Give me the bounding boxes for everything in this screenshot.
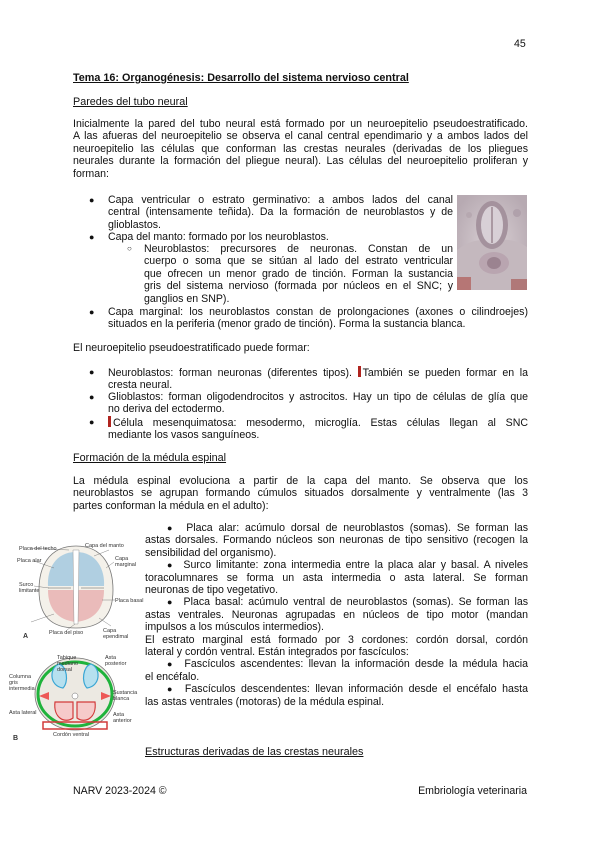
intro-line: partes conforman la médula en el adulto): <box>73 499 269 512</box>
section-heading-crestas: Estructuras derivadas de las crestas neurales <box>145 746 364 758</box>
detail-line: El estrato marginal está formado por 3 cordones: cordón dorsal, cordón <box>145 633 528 646</box>
detail-line: astas ventrales. Neuronas agrupadas en núcleos de tipo motor (mandan <box>145 608 528 621</box>
detail-line <box>145 683 528 695</box>
medula-details <box>145 522 528 708</box>
list-item <box>108 366 528 392</box>
bullet-icon: ● <box>89 307 95 317</box>
detail-line <box>145 658 528 670</box>
bullet-icon: ● <box>89 392 95 402</box>
detail-line: sensibilidad del organismo). <box>145 546 277 559</box>
figure-label: Asta posterior <box>105 655 127 667</box>
intro-line: A las afueras del neuroepitelio se observa el canal central ependimario y a ambos lados del <box>73 130 528 143</box>
intro-line: Inicialmente la pared del tubo neural está formado por un neuroepitelio pseudoestratificado. <box>73 118 528 130</box>
figure-label: Cordón ventral <box>53 732 90 738</box>
spinal-cord-diagram-b <box>9 652 139 744</box>
sub-list-item <box>144 243 453 305</box>
detail-line: neuronas de tipo vegetativo. <box>145 584 279 597</box>
section-heading-medula: Formación de la médula espinal <box>73 452 227 464</box>
list-item-line: glioblastos. <box>108 218 161 231</box>
figure-label: Tabique mediano dorsal <box>57 655 79 673</box>
figure-label: Placa del techo <box>19 546 57 552</box>
detail-line: impulsos a los músculos intermedios). <box>145 621 324 634</box>
figure-letter: B <box>13 735 19 742</box>
bullet-icon: ● <box>167 684 185 695</box>
page-number: 45 <box>514 38 526 50</box>
list-item-line: central (intensamente teñida). Da la formación de neuroblastos y de <box>108 206 453 219</box>
bullet-icon: ● <box>89 417 95 427</box>
medula-intro <box>73 475 528 512</box>
detail-line: toracolumnares se forma un asta intermedia o asta lateral. Se forman <box>145 571 528 584</box>
figure-label: Columna gris intermedia <box>9 674 35 692</box>
detail-line: el encéfalo. <box>145 670 200 683</box>
list-item-line: situados en la periferia (menor grado de tinción). Forma la sustancia blanca. <box>108 318 466 331</box>
list-item-line <box>108 366 528 379</box>
bullet-icon: ● <box>167 523 187 533</box>
intro-line: La médula espinal evoluciona a partir de la capa del manto. Se observa que los <box>73 475 528 487</box>
detail-text: Surco limitante: zona intermedia entre la placa alar y basal. A niveles <box>183 559 529 572</box>
figure-letter: A <box>23 633 29 640</box>
detail-line: las astas ventrales (motoras) de la médula espinal. <box>145 695 385 708</box>
sub-item-line: que ofrecen un menor grado de tinción. Forman la sustancia <box>144 267 453 280</box>
intro-line: neuroepitelio las células que conforman las crestas neurales (derivadas de los pliegues <box>73 142 528 155</box>
figure-label: Asta lateral <box>9 710 37 716</box>
list-item-text: Célula mesenquimatosa: mesodermo, microglía. Estas células llegan al SNC <box>113 417 528 429</box>
detail-line: astas dorsales. Formando núcleos son neuronas de tipo sensitivo (recogen la <box>145 534 528 547</box>
list-item-line: Capa ventricular o estrato germinativo: a ambos lados del canal <box>108 194 453 206</box>
intro-line: forman: <box>73 167 109 180</box>
spinal-cord-diagram-a <box>9 538 144 642</box>
footer-right: Embriología veterinaria <box>418 785 527 797</box>
figure-label: Surco limitante <box>19 582 40 594</box>
list-item-line: mediante los vasos sanguíneos. <box>108 429 260 442</box>
figure-label: Placa basal <box>115 598 144 604</box>
figure-label: Capa ependimal <box>103 628 129 640</box>
detail-text: Fascículos descendentes: llevan información desde el encéfalo hasta <box>184 683 528 696</box>
figure-label: Capa del manto <box>85 543 124 549</box>
detail-line <box>145 522 528 534</box>
section-heading-paredes: Paredes del tubo neural <box>73 96 188 108</box>
list-item <box>108 391 528 416</box>
sub-item-line: cuerpo o soma que se sitúan al lado del estrato ventricular <box>144 255 453 268</box>
figure-label: Placa alar <box>17 558 42 564</box>
sub-item-line: gris del sistema nervioso (formada por núcleos en el SNC; y <box>144 280 453 293</box>
intro-line: neurales durante la formación del pliegue neural). Las células del neuroepitelio proliferan y <box>73 155 528 168</box>
list-item-line: Glioblastos: forman oligodendrocitos y astrocitos. Hay un tipo de células de glía que <box>108 391 528 403</box>
detail-text: Placa alar: acúmulo dorsal de neuroblastos (somas). Se forman las <box>186 522 529 534</box>
figure-label: Sustancia blanca <box>113 690 138 702</box>
histology-micrograph <box>457 195 527 290</box>
circle-bullet-icon: ○ <box>127 244 132 253</box>
list-item <box>108 416 528 442</box>
detail-text: Placa basal: acúmulo ventral de neuroblastos (somas). Se forman las <box>183 596 529 609</box>
bullet-icon: ● <box>167 597 184 608</box>
intro-line: neuroblastos se agrupan formando cúmulos situados dorsalmente y ventralmente (las 3 <box>73 487 528 500</box>
list-item <box>108 194 453 231</box>
detail-text: Fascículos ascendentes: llevan la información desde la médula hacia <box>184 658 529 671</box>
bullet-icon: ● <box>167 560 184 571</box>
bullet-icon: ● <box>167 659 185 670</box>
bullet-icon: ● <box>89 232 95 242</box>
list-item <box>108 306 528 331</box>
highlight-marker <box>358 366 361 377</box>
list-item-line <box>108 416 528 429</box>
list-item-text: Neuroblastos: forman neuronas (diferentes tipos). <box>108 367 358 379</box>
figure-label: Placa del piso <box>49 630 84 636</box>
list-item-text: También se pueden formar en la <box>362 367 528 379</box>
bullet-icon: ● <box>89 367 95 377</box>
highlight-marker <box>108 416 111 427</box>
list-item-line: Capa marginal: los neuroblastos constan de prolongaciones (axones o cilindroejes) <box>108 306 528 318</box>
figure-label: Capa marginal <box>115 556 137 568</box>
section2-intro: El neuroepitelio pseudoestratificado puede formar: <box>73 342 310 354</box>
intro-paragraph <box>73 118 528 180</box>
detail-line: lateral y cordón ventral. Están integrados por fascículos: <box>145 646 409 659</box>
bullet-icon: ● <box>89 195 95 205</box>
figure-label: Asta anterior <box>113 712 132 724</box>
detail-line <box>145 559 528 571</box>
list-item: Capa del manto: formado por los neuroblastos. <box>108 231 329 243</box>
sub-item-line: ganglios en SNP). <box>144 292 230 305</box>
detail-line <box>145 596 528 608</box>
page-title: Tema 16: Organogénesis: Desarrollo del sistema nervioso central <box>73 72 409 84</box>
list-item-line: no deriva del ectodermo. <box>108 403 225 416</box>
list-item-line: cresta neural. <box>108 379 173 392</box>
sub-item-line: Neuroblastos: precursores de neuronas. Constan de un <box>144 243 453 255</box>
footer-left: NARV 2023-2024 © <box>73 785 167 797</box>
